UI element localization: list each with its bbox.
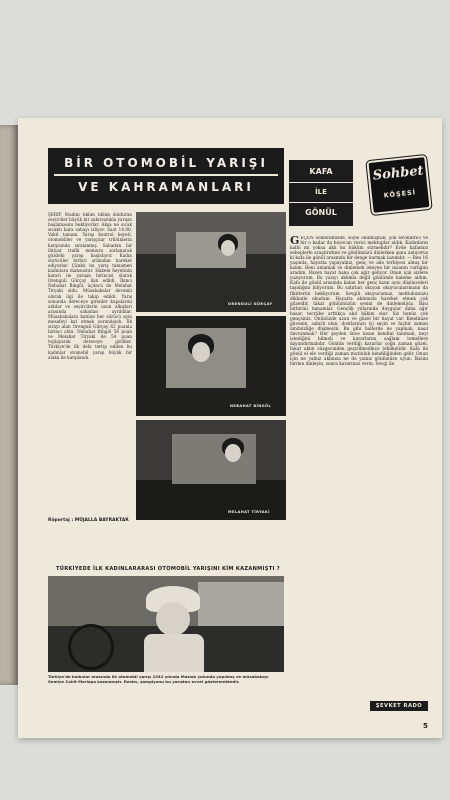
car-window <box>172 434 256 484</box>
champion-dress <box>144 634 204 672</box>
photo-champion <box>48 576 284 672</box>
badge-line2: KÖŞESİ <box>383 188 417 200</box>
article-title-line2: VE KAHRAMANLARI <box>78 180 254 194</box>
column-title-rule <box>289 202 353 203</box>
column-title-box <box>289 160 353 226</box>
driver-face <box>225 444 241 462</box>
article-title-line1: BİR OTOMOBİL YARIŞI <box>64 156 268 170</box>
article-body: ŞERİF Stadını tıklım tıklım dolduran seyirciler büyük bir sabırsızlıkla yarışın başlamasını bekliyorlar. Akşa ne sıcak sıcaktı kara sahayı izliyor. Saat 14.00. Vakit tamam. Yarışı kontrol heyeti, otomobiller ve yarışçılar tribünlerin karşısında sıralanmış. Sahadan bir ihtiyar trafik memuru zorlanarak gözdehi yarışı başlatıyor. Kadın sürücüler birbiri ardından hareket ediyorlar. Çünkü bu yarış tamamen kadınlara mahsustur. Hakem heyetinin kararı ile yarışın birincisi olarak Orenguli Gürçay ilan edildi. İkinci Nebahat Bingöl, üçüncü de Melahat Tiryaki oldu. Müsabakalar devamlı olarak ilgi ile takip edildi. Yarış sonunda dereceye girenler kupalarını aldılar ve seyircilerin uzun alkışları arasında sahadan ayrıldılar. Müsabakalara katılan her sürücü aynı mesafeyi kat etmek zorundaydı. İlk sırayı alan Orenguli Gürçay 62 puanla birinci oldu. Nebahat Bingöl 56 puan ve Melahat Tiryaki de 54 puan toplayarak dereceye girdiler. Türkiye'de ilk defa tertip edilen bu kadınlar otomobil yarışı büyük bir alaka ile karşılandı. <box>48 212 132 360</box>
photo-question-heading: TÜRKİYEDE İLK KADINLARARASI OTOMOBİL YARIŞINI KİM KAZANMIŞTI ? <box>55 566 280 572</box>
champion-face <box>156 602 190 636</box>
column-body <box>290 236 428 706</box>
drop-cap: G <box>290 236 300 247</box>
champion-caption: Türkiye'de kadınlar arasında ilk otomobil yarışı 1932 yılında Maslak yolunda yapılmış ve müsabakayı Semiye Cahit Marlapa kazanmıştı. Resim, şampiyonu bu yarıştan evvel göstermektedir. <box>48 674 269 684</box>
car-body <box>136 480 286 520</box>
column-title-rule <box>289 182 353 183</box>
column-title-line2: İLE <box>315 188 327 196</box>
article-title-banner <box>48 148 284 204</box>
magazine-page <box>18 118 442 738</box>
column-title-line1: KAFA <box>309 167 333 176</box>
badge-line1: Sohbet <box>372 163 425 184</box>
photo-driver-1 <box>136 212 286 312</box>
driver-face <box>221 240 235 256</box>
facing-page-edge <box>0 125 18 685</box>
column-title-line3: GÖNÜL <box>305 208 337 217</box>
title-divider <box>54 174 278 176</box>
background-trees <box>198 582 284 626</box>
article-byline: Röportaj : MÜJALLA BAYRAKTAR <box>48 518 129 523</box>
column-author: ŞEVKET RADO <box>370 701 428 711</box>
steering-wheel <box>68 624 114 670</box>
page-number: 5 <box>423 722 428 730</box>
photo-caption-1: ORENGULİ GÜRÇAY <box>228 302 273 306</box>
photo-driver-2 <box>136 316 286 416</box>
sohbet-kosesi-logo <box>366 155 431 215</box>
photo-driver-3 <box>136 420 286 520</box>
driver-face <box>192 342 210 362</box>
column-text: EÇEN sohbetimizde, söyle okumuştuk, çok sevindirici ve bir o kadar da heyecan verici mektuplar aldık. Kadınların kalbi mi yoksa aklı mı hüküm sürmelidir? Evde kafamızı sebeplerle araştırırken ve gönlümüzü dinlerken şunu anlıyoruz ki kafa ile gönül arasında bir denge kurmak lazımdır. — Ben 16 yaşında, hayatta yapayalnız, genç ve aile terbiyesi almış bir kızım. Beni anlamak ve dinlemek isteyen bir insanın varlığını aradım. Bazen hayat bana çok ağır geliyor. Onun için sizlere yazıyorum. Bu yazıyı aklımla değil gönlümle kaleme aldım. Kafa ile gönül arasında kalan her genç kızın aynı düşünceleri taşıdığını biliyorum. Bu satırları okuyan okuyucularımızın da fikirlerini bekliyorum. Sevgili okuyucumuz, mektubunuzu dikkatle okudum. Hayatta aklımızla hareket etmek çok güzeldir, fakat gönlümüzün sesini de dinlemeliyiz. İkisi birbirini tamamlar. Gençlik yıllarında duygular daha ağır basar, tecrübe arttıkça akıl hâkim olur. Siz henüz çok gençsiniz. Önünüzde uzun ve güzel bir hayat var. Kendinize güvenin, sabırlı olun, dostlarınızı iyi seçin ve hiçbir zaman ümitsizliğe düşmeyin. Bu gibi hallerde ne yapmalı, nasıl davranmalı? Her şeyden önce insan kendini tanımalı, neyi istediğini bilmeli ve kararlarını sağlam temellere dayandırmalıdır. Gönlün verdiği kararlar çoğu zaman güzel, fakat aklın süzgecinden geçirilmedikçe tehlikelidir. Kafa ile gönül el ele verdiği zaman mutluluk kendiliğinden gelir. Onun için ne yalnız aklınıza ne de yalnız gönlünüze uyun. İkisini birden dinleyin, sonra kararınızı verin. Sevgi ile. <box>290 236 428 368</box>
photo-caption-3: MELAHAT TİRYAKİ <box>228 510 270 514</box>
photo-caption-2: NEBAHAT BİNGÖL <box>230 404 272 408</box>
